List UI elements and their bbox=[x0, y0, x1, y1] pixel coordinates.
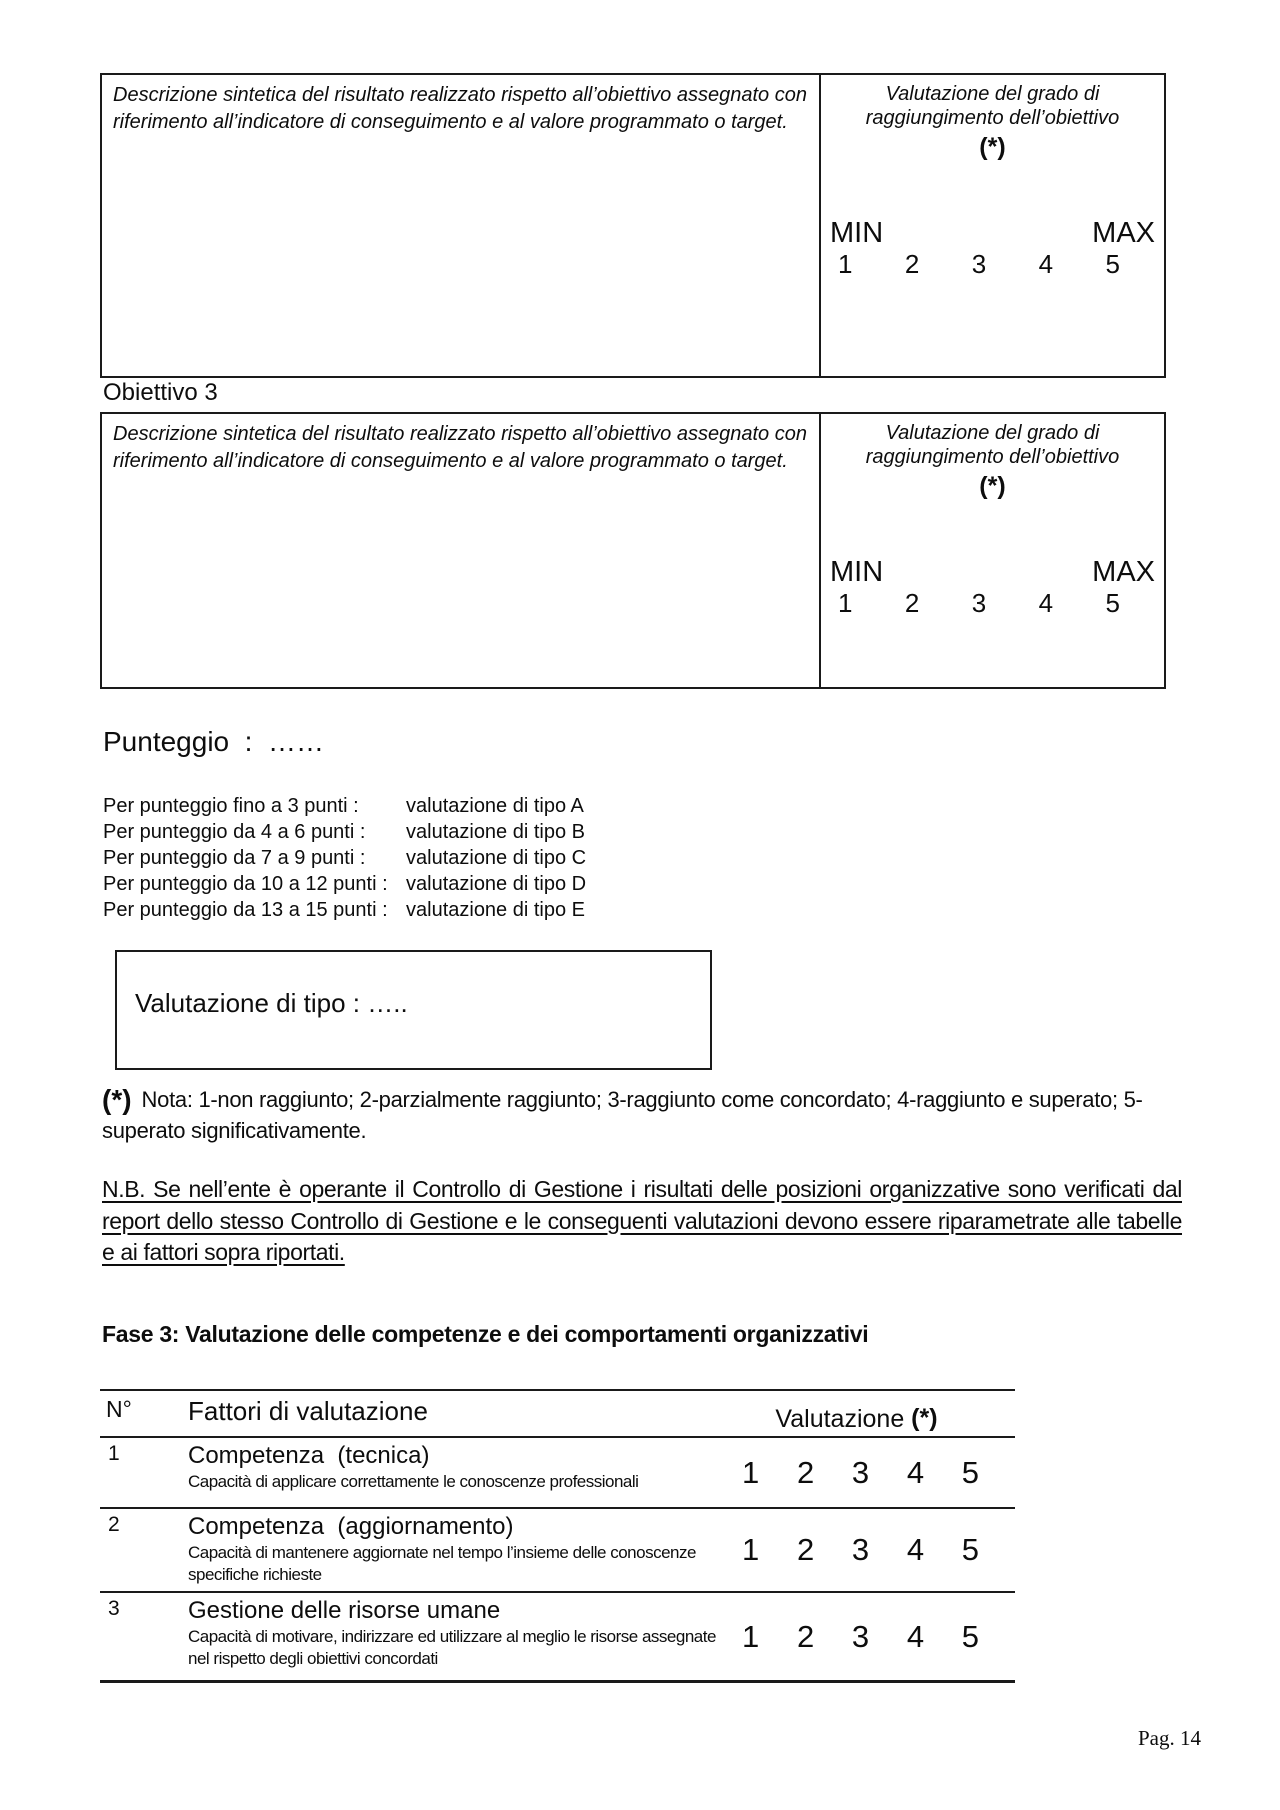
scale-value: 5 bbox=[961, 1454, 979, 1490]
result-description-cell: Descrizione sintetica del risultato realizzato rispetto all’obiettivo assegnato con riferimento all’indicatore di conseguimento e al valore programmato o target. bbox=[102, 414, 821, 687]
col-header-factors: Fattori di valutazione bbox=[188, 1396, 428, 1426]
rule-result: valutazione di tipo A bbox=[406, 795, 584, 817]
rule-condition: Per punteggio da 4 a 6 punti : bbox=[103, 821, 371, 843]
rule-condition: Per punteggio da 7 a 9 punti : bbox=[103, 847, 371, 869]
minmax-row bbox=[830, 557, 1155, 587]
factor-text bbox=[188, 1509, 728, 1591]
score-rule-row bbox=[103, 871, 586, 897]
scale-value: 3 bbox=[851, 1618, 870, 1654]
factor-row bbox=[100, 1438, 1015, 1509]
factor-num: 3 bbox=[108, 1597, 120, 1620]
scale-value: 2 bbox=[796, 1618, 815, 1654]
rating-cell bbox=[821, 75, 1164, 376]
scale-value: 3 bbox=[971, 249, 987, 279]
scale-value: 2 bbox=[904, 249, 920, 279]
factor-text bbox=[188, 1593, 728, 1680]
fase3-heading: Fase 3: Valutazione delle competenze e dei comportamenti organizzativi bbox=[102, 1321, 869, 1347]
scale-value: 4 bbox=[906, 1454, 925, 1490]
min-label: MIN bbox=[830, 217, 884, 249]
nota-asterisk: (*) bbox=[102, 1084, 132, 1115]
score-rules-list bbox=[103, 793, 586, 923]
objective-table-1 bbox=[100, 73, 1166, 378]
scale-value: 5 bbox=[961, 1618, 979, 1654]
col-header-num: N° bbox=[106, 1396, 132, 1422]
factor-title: Competenza (aggiornamento) bbox=[188, 1513, 514, 1540]
factor-row bbox=[100, 1593, 1015, 1683]
rating-scale bbox=[830, 589, 1155, 617]
nota-text: Nota: 1-non raggiunto; 2-parzialmente raggiunto; 3-raggiunto come concordato; 4-raggiunto e superato; 5-superato significativamente. bbox=[102, 1087, 1143, 1143]
factor-rating-scale bbox=[728, 1619, 1015, 1655]
factor-rating bbox=[728, 1438, 1015, 1507]
rule-condition: Per punteggio da 10 a 12 punti : bbox=[103, 873, 394, 895]
factor-rating bbox=[728, 1509, 1015, 1591]
scale-value: 1 bbox=[838, 588, 853, 618]
asterisk-reference: (*) bbox=[979, 133, 1006, 161]
score-rule-row bbox=[103, 845, 586, 871]
nota-legend bbox=[102, 1084, 1164, 1146]
scale-value: 5 bbox=[961, 1532, 979, 1567]
max-label: MAX bbox=[1092, 556, 1155, 588]
rule-condition: Per punteggio fino a 3 punti : bbox=[103, 795, 365, 817]
factor-row bbox=[100, 1509, 1015, 1593]
col-header-rating-label: Valutazione bbox=[775, 1405, 912, 1433]
scale-value: 4 bbox=[906, 1618, 925, 1654]
scale-value: 1 bbox=[742, 1454, 760, 1490]
scale-value: 1 bbox=[838, 249, 853, 279]
scale-value: 1 bbox=[742, 1532, 760, 1567]
scale-value: 3 bbox=[851, 1532, 870, 1567]
factor-description: Capacità di motivare, indirizzare ed utilizzare al meglio le risorse assegnate nel rispetto degli obiettivi concordati bbox=[188, 1627, 716, 1668]
score-rule-row bbox=[103, 793, 586, 819]
nb-paragraph: N.B. Se nell’ente è operante il Controllo di Gestione i risultati delle posizioni organizzative sono verificati dal report dello stesso Controllo di Gestione e le conseguenti valutazioni devono essere riparametrate alle tabelle e ai fattori sopra riportati. bbox=[102, 1176, 1182, 1265]
scale-value: 2 bbox=[796, 1454, 815, 1490]
scale-value: 5 bbox=[1105, 249, 1120, 279]
valutazione-tipo-label: Valutazione di tipo : ….. bbox=[135, 988, 408, 1018]
scale-value: 2 bbox=[904, 588, 920, 618]
asterisk-reference: (*) bbox=[979, 472, 1006, 500]
scale-value: 4 bbox=[1038, 249, 1054, 279]
valutazione-tipo-box bbox=[115, 950, 712, 1070]
rating-cell bbox=[821, 414, 1164, 687]
objective-table-2 bbox=[100, 412, 1166, 689]
rule-result: valutazione di tipo B bbox=[406, 821, 586, 843]
factor-description: Capacità di mantenere aggiornate nel tempo l’insieme delle conoscenze specifiche richieste bbox=[188, 1543, 696, 1584]
obiettivo-3-label: Obiettivo 3 bbox=[103, 379, 218, 406]
rule-condition: Per punteggio da 13 a 15 punti : bbox=[103, 899, 394, 921]
scale-value: 4 bbox=[906, 1532, 925, 1567]
scale-value: 3 bbox=[851, 1454, 870, 1490]
factor-rating-scale bbox=[728, 1455, 1015, 1491]
scale-value: 5 bbox=[1105, 588, 1120, 618]
scale-value: 4 bbox=[1038, 588, 1054, 618]
factor-text bbox=[188, 1438, 728, 1507]
factors-table-header bbox=[100, 1391, 1015, 1438]
factors-table bbox=[100, 1389, 1015, 1683]
score-rule-row bbox=[103, 897, 586, 923]
factor-num: 2 bbox=[108, 1513, 120, 1536]
minmax-row bbox=[830, 218, 1155, 248]
scale-value: 3 bbox=[971, 588, 987, 618]
col-header-rating-asterisk: (*) bbox=[911, 1404, 938, 1432]
rating-scale bbox=[830, 250, 1155, 278]
score-rule-row bbox=[103, 819, 586, 845]
scale-value: 1 bbox=[742, 1618, 760, 1654]
min-label: MIN bbox=[830, 556, 884, 588]
factor-description: Capacità di applicare correttamente le conoscenze professionali bbox=[188, 1472, 639, 1491]
rule-result: valutazione di tipo E bbox=[406, 899, 586, 921]
result-description-cell: Descrizione sintetica del risultato realizzato rispetto all’obiettivo assegnato con riferimento all’indicatore di conseguimento e al valore programmato o target. bbox=[102, 75, 821, 376]
factor-num: 1 bbox=[108, 1442, 120, 1465]
rule-result: valutazione di tipo C bbox=[406, 847, 587, 869]
factor-title: Gestione delle risorse umane bbox=[188, 1597, 501, 1624]
factor-rating-scale bbox=[728, 1532, 1015, 1568]
rule-result: valutazione di tipo D bbox=[406, 873, 587, 895]
page-number: Pag. 14 bbox=[1138, 1726, 1201, 1750]
rating-title: Valutazione del grado di raggiungimento dell’obiettivo bbox=[865, 422, 1120, 468]
rating-title: Valutazione del grado di raggiungimento dell’obiettivo bbox=[865, 83, 1120, 129]
scale-value: 2 bbox=[796, 1532, 815, 1567]
factor-rating bbox=[728, 1593, 1015, 1680]
punteggio-heading: Punteggio : …… bbox=[103, 726, 325, 757]
max-label: MAX bbox=[1092, 217, 1155, 249]
col-header-rating bbox=[728, 1396, 1015, 1434]
factor-title: Competenza (tecnica) bbox=[188, 1442, 430, 1469]
